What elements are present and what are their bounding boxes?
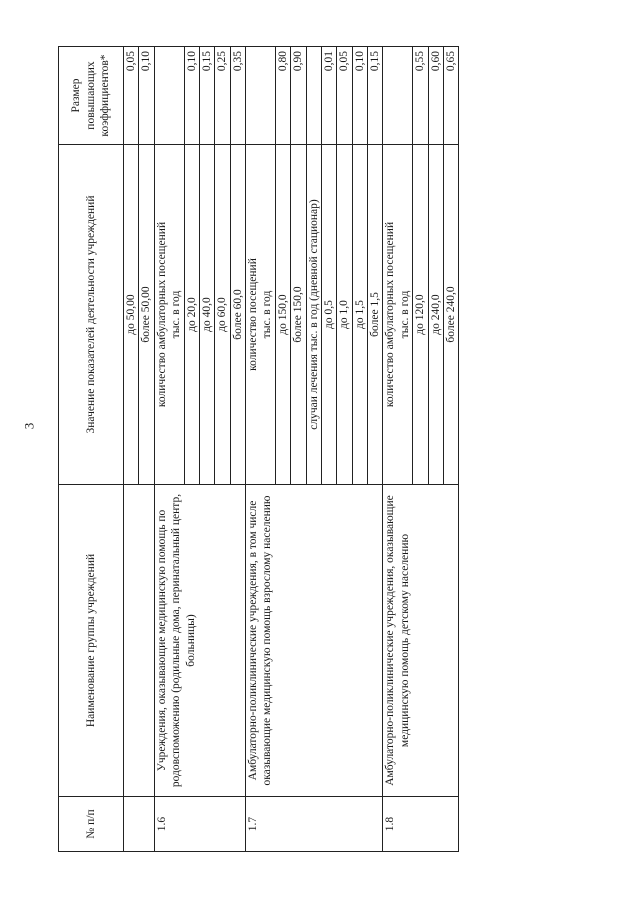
- coef-cell: 0,15: [368, 47, 383, 145]
- indicator-label: количество амбулаторных посещений: [384, 221, 397, 408]
- unit-label: тыс. в год: [398, 290, 411, 339]
- page-number: 3: [21, 422, 37, 430]
- coef-cell: 0,90: [291, 47, 306, 145]
- row-number: 1.7: [246, 797, 383, 852]
- unit-label: тыс. в год: [170, 290, 183, 339]
- row-number: 1.6: [154, 797, 245, 852]
- coef-cell: 0,55: [413, 47, 428, 145]
- coef-cell: 0,01: [321, 47, 336, 145]
- value-cell: до 120,0: [413, 145, 428, 485]
- header-name: Наименование группы учреждений: [59, 485, 124, 797]
- coef-cell: 0,10: [139, 47, 154, 145]
- value-cell: до 1,0: [337, 145, 352, 485]
- value-cell: более 50,00: [139, 145, 154, 485]
- table-row: [246, 47, 276, 852]
- header-num: № п/п: [59, 797, 124, 852]
- header-value: Значение показателей деятельности учреждений: [59, 145, 124, 485]
- coef-cell: 0,15: [199, 47, 214, 145]
- coef-cell: 0,60: [428, 47, 443, 145]
- value-cell: до 150,0: [275, 145, 290, 485]
- value-cell: более 240,0: [443, 145, 458, 485]
- row-number: 1.8: [383, 797, 459, 852]
- value-cell: более 150,0: [291, 145, 306, 485]
- group-name: Учреждения, оказывающие медицинскую помощь по родовспоможению (родильные дома, перинатальный центр, больницы): [154, 485, 245, 797]
- table-row: [154, 47, 184, 852]
- indicator-label: количество посещений: [247, 258, 259, 371]
- value-cell: до 50,00: [124, 145, 139, 485]
- value-cell: до 0,5: [321, 145, 336, 485]
- rotated-table-frame: [58, 47, 618, 852]
- value-cell: до 40,0: [199, 145, 214, 485]
- coef-cell: 0,05: [337, 47, 352, 145]
- coef-cell: 0,25: [215, 47, 230, 145]
- group-name: Амбулаторно-поликлинические учреждения, оказывающие медицинскую помощь детскому населению: [383, 485, 459, 797]
- table-row: [383, 47, 413, 852]
- coef-cell: 0,10: [184, 47, 199, 145]
- unit-label: тыс. в год: [261, 290, 274, 339]
- value-cell: до 240,0: [428, 145, 443, 485]
- value-cell: до 20,0: [184, 145, 199, 485]
- header-coef: Размер повышающих коэффициентов*: [59, 47, 124, 145]
- value-cell: более 1,5: [368, 145, 383, 485]
- table-row: [124, 47, 139, 852]
- value-cell: более 60,0: [230, 145, 245, 485]
- coef-cell: 0,05: [124, 47, 139, 145]
- coefficients-table: [58, 46, 459, 852]
- value-cell: до 60,0: [215, 145, 230, 485]
- coef-cell: 0,10: [352, 47, 367, 145]
- group-name: Амбулаторно-поликлинические учреждения, в том числе оказывающие медицинскую помощь взрослому населению: [246, 485, 383, 797]
- header-row: [59, 47, 124, 852]
- coef-cell: 0,35: [230, 47, 245, 145]
- indicator-label: случаи лечения тыс. в год (дневной стационар): [306, 145, 321, 485]
- coef-cell: 0,65: [443, 47, 458, 145]
- coef-cell: 0,80: [275, 47, 290, 145]
- value-cell: до 1,5: [352, 145, 367, 485]
- indicator-label: количество амбулаторных посещений: [155, 221, 168, 408]
